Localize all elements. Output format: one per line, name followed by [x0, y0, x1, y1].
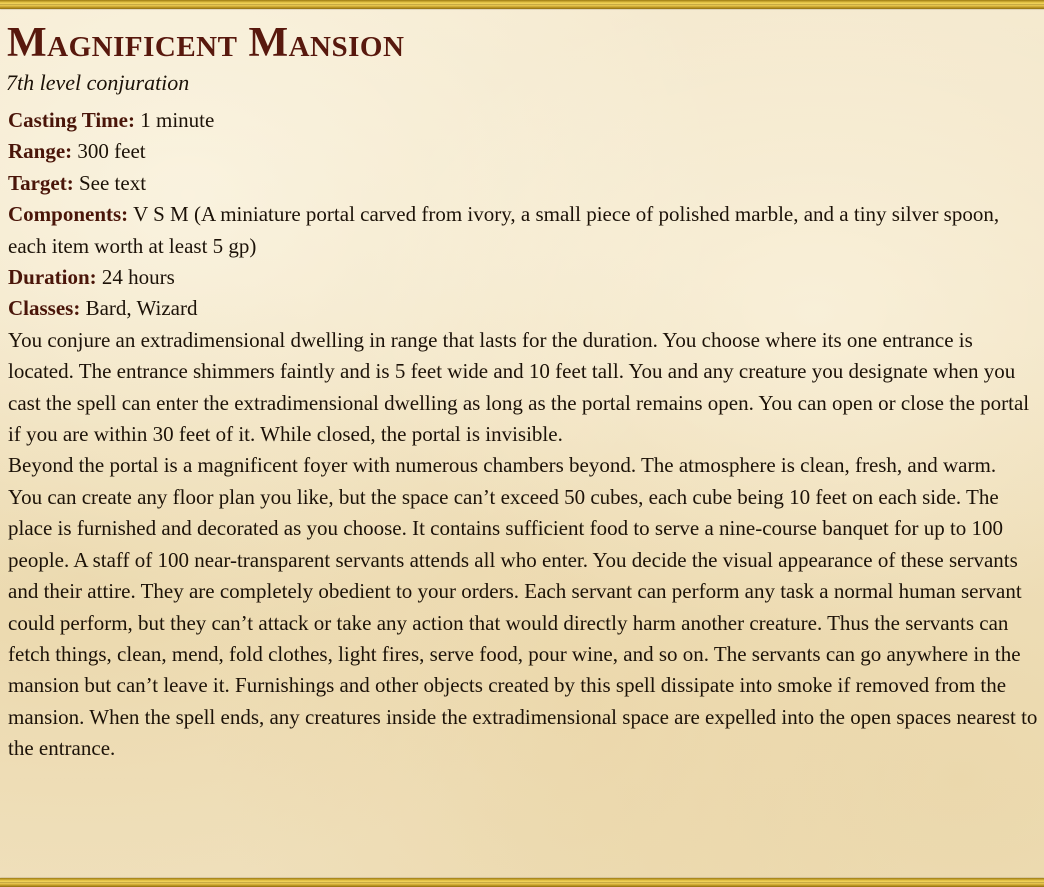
target-label: Target: — [8, 170, 74, 195]
description-paragraph-3: You can create any floor plan you like, but the space can’t exceed 50 cubes, each cube being 10 feet on each side. The place is furnished and decorated as you choose. It contains sufficient food to serve a nine-course banquet for up to 100 people. A staff of 100 near-transparent servants attends all who enter. You decide the visual appearance of these servants and their attire. They are completely obedient to your orders. Each servant can perform any task a normal human servant could perform, but they can’t attack or take any action that would directly harm another creature. Thus the servants can fetch things, clean, mend, fold clothes, light fires, serve food, pour wine, and so on. The servants can go anywhere in the mansion but can’t leave it. Furnishings and other objects created by this spell dissipate into smoke if removed from the mansion. When the spell ends, any creatures inside the extradimensional space are expelled into the open spaces nearest to the entrance. — [8, 484, 1038, 761]
duration-value: 24 hours — [101, 265, 175, 290]
classes-label: Classes: — [8, 296, 81, 321]
components-line — [8, 199, 1038, 262]
range-line — [8, 136, 1038, 167]
duration-line — [8, 262, 1038, 293]
components-value: V S M (A miniature portal carved from ivory, a small piece of polished marble, and a tiny silver spoon, each item worth at least 5 gp) — [8, 202, 1000, 258]
casting-time-line — [8, 105, 1038, 136]
duration-label: Duration: — [8, 265, 97, 290]
spell-school-level: 7th level conjuration — [6, 70, 190, 95]
description-paragraph-2: Beyond the portal is a magnificent foyer with numerous chambers beyond. The atmosphere is clean, fresh, and warm. — [8, 453, 997, 478]
classes-value: Bard, Wizard — [85, 296, 198, 321]
range-label: Range: — [8, 139, 73, 164]
bottom-gold-border — [0, 878, 1044, 887]
casting-time-label: Casting Time: — [8, 108, 135, 132]
range-value: 300 feet — [77, 139, 146, 164]
casting-time-value: 1 minute — [140, 108, 215, 132]
target-value: See text — [78, 170, 147, 195]
description-paragraph-1: You conjure an extradimensional dwelling in range that lasts for the duration. You choose where its one entrance is located. The entrance shimmers faintly and is 5 feet wide and 10 feet tall. You and any creature you designate when you cast the spell can enter the extradimensional dwelling as long as the portal remains open. You can open or close the portal if you are within 30 feet of it. While closed, the portal is invisible. — [8, 327, 1030, 447]
top-gold-border — [0, 0, 1044, 9]
spell-title: Magnificent Mansion — [7, 20, 405, 66]
spell-content — [8, 12, 1038, 765]
classes-line — [8, 293, 1038, 324]
components-label: Components: — [8, 202, 129, 227]
target-line — [8, 168, 1038, 199]
